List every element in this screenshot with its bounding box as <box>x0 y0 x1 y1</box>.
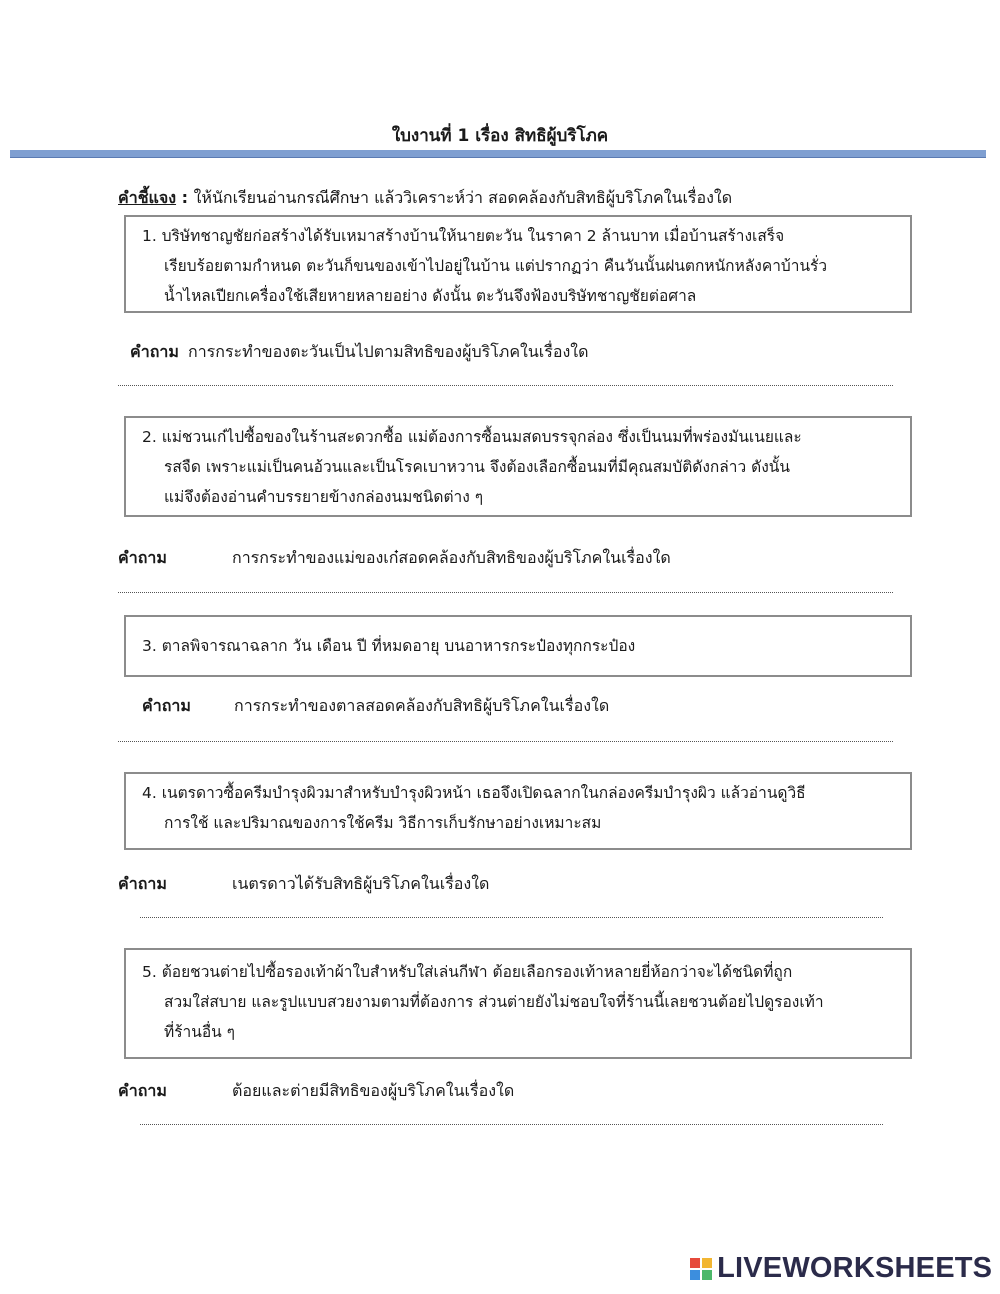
page-title: ใบงานที่ 1 เรื่อง สิทธิผู้บริโภค <box>391 126 609 146</box>
liveworksheets-logo <box>690 1252 992 1288</box>
case-box-2 <box>124 416 912 517</box>
instruction <box>118 186 732 211</box>
case-3-line-1: 3. ตาลพิจารณาฉลาก วัน เดือน ปี ที่หมดอายุ บนอาหารกระป๋องทุกกระป๋อง <box>142 637 636 655</box>
logo-mark-icon <box>690 1258 712 1280</box>
case-4-line-2: การใช้ และปริมาณของการใช้ครีม วิธีการเก็บรักษาอย่างเหมาะสม <box>164 814 602 832</box>
question-2-label: คำถาม <box>118 548 167 567</box>
answer-line-3[interactable] <box>118 741 893 742</box>
case-box-1 <box>124 215 912 313</box>
instruction-text: ให้นักเรียนอ่านกรณีศึกษา แล้ววิเคราะห์ว่า สอดคล้องกับสิทธิผู้บริโภคในเรื่องใด <box>193 188 733 207</box>
case-5-line-2: สวมใส่สบาย และรูปแบบสวยงามตามที่ต้องการ ส่วนต่ายยังไม่ชอบใจที่ร้านนี้เลยชวนต้อยไปดูรองเท้า <box>164 993 824 1011</box>
answer-line-1[interactable] <box>118 385 893 386</box>
question-5-label: คำถาม <box>118 1081 167 1100</box>
case-1-line-1: 1. บริษัทชาญชัยก่อสร้างได้รับเหมาสร้างบ้านให้นายตะวัน ในราคา 2 ล้านบาท เมื่อบ้านสร้างเสร็จ <box>142 227 785 245</box>
answer-line-2[interactable] <box>118 592 893 593</box>
question-1-text: การกระทำของตะวันเป็นไปตามสิทธิของผู้บริโภคในเรื่องใด <box>188 342 589 361</box>
question-2 <box>118 546 671 571</box>
case-box-4 <box>124 772 912 850</box>
case-2-line-3: แม่จึงต้องอ่านคำบรรยายข้างกล่องนมชนิดต่าง ๆ <box>164 488 484 506</box>
question-1-label: คำถาม <box>130 342 179 361</box>
case-2-line-2: รสจืด เพราะแม่เป็นคนอ้วนและเป็นโรคเบาหวาน จึงต้องเลือกซื้อนมที่มีคุณสมบัติดังกล่าว ดังนั้น <box>164 458 790 476</box>
case-2-line-1: 2. แม่ชวนเก๋ไปซื้อของในร้านสะดวกซื้อ แม่ต้องการซื้อนมสดบรรจุกล่อง ซึ่งเป็นนมที่พร่องมันเนยและ <box>142 428 802 446</box>
question-5 <box>118 1079 515 1104</box>
case-box-5 <box>124 948 912 1059</box>
case-1-line-3: น้ำไหลเปียกเครื่องใช้เสียหายหลายอย่าง ดังนั้น ตะวันจึงฟ้องบริษัทชาญชัยต่อศาล <box>164 287 697 305</box>
title-divider <box>10 150 986 158</box>
case-box-3 <box>124 615 912 677</box>
case-5-line-1: 5. ต้อยชวนต่ายไปซื้อรองเท้าผ้าใบสำหรับใส่เล่นกีฬา ต้อยเลือกรองเท้าหลายยี่ห้อกว่าจะได้ชนิดที่ถูก <box>142 963 793 981</box>
question-3-text: การกระทำของตาลสอดคล้องกับสิทธิผู้บริโภคในเรื่องใด <box>234 696 610 715</box>
case-4-line-1: 4. เนตรดาวซื้อครีมบำรุงผิวมาสำหรับบำรุงผิวหน้า เธอจึงเปิดฉลากในกล่องครีมบำรุงผิว แล้วอ่านดูวิธี <box>142 784 806 802</box>
question-3-label: คำถาม <box>142 696 191 715</box>
logo-text: LIVEWORKSHEETS <box>717 1252 993 1284</box>
question-5-text: ต้อยและต่ายมีสิทธิของผู้บริโภคในเรื่องใด <box>232 1081 515 1100</box>
case-1-line-2: เรียบร้อยตามกำหนด ตะวันก็ขนของเข้าไปอยู่ในบ้าน แต่ปรากฏว่า คืนวันนั้นฝนตกหนักหลังคาบ้านรั่ว <box>164 257 828 275</box>
question-2-text: การกระทำของแม่ของเก๋สอดคล้องกับสิทธิของผู้บริโภคในเรื่องใด <box>232 548 671 567</box>
question-1 <box>130 340 588 365</box>
instruction-separator: : <box>176 188 194 207</box>
instruction-label: คำชี้แจง <box>118 188 177 207</box>
question-4-text: เนตรดาวได้รับสิทธิผู้บริโภคในเรื่องใด <box>232 874 490 893</box>
question-3 <box>142 694 610 719</box>
question-4 <box>118 872 490 897</box>
answer-line-5[interactable] <box>140 1124 883 1125</box>
case-5-line-3: ที่ร้านอื่น ๆ <box>164 1023 235 1041</box>
answer-line-4[interactable] <box>140 917 883 918</box>
question-4-label: คำถาม <box>118 874 167 893</box>
